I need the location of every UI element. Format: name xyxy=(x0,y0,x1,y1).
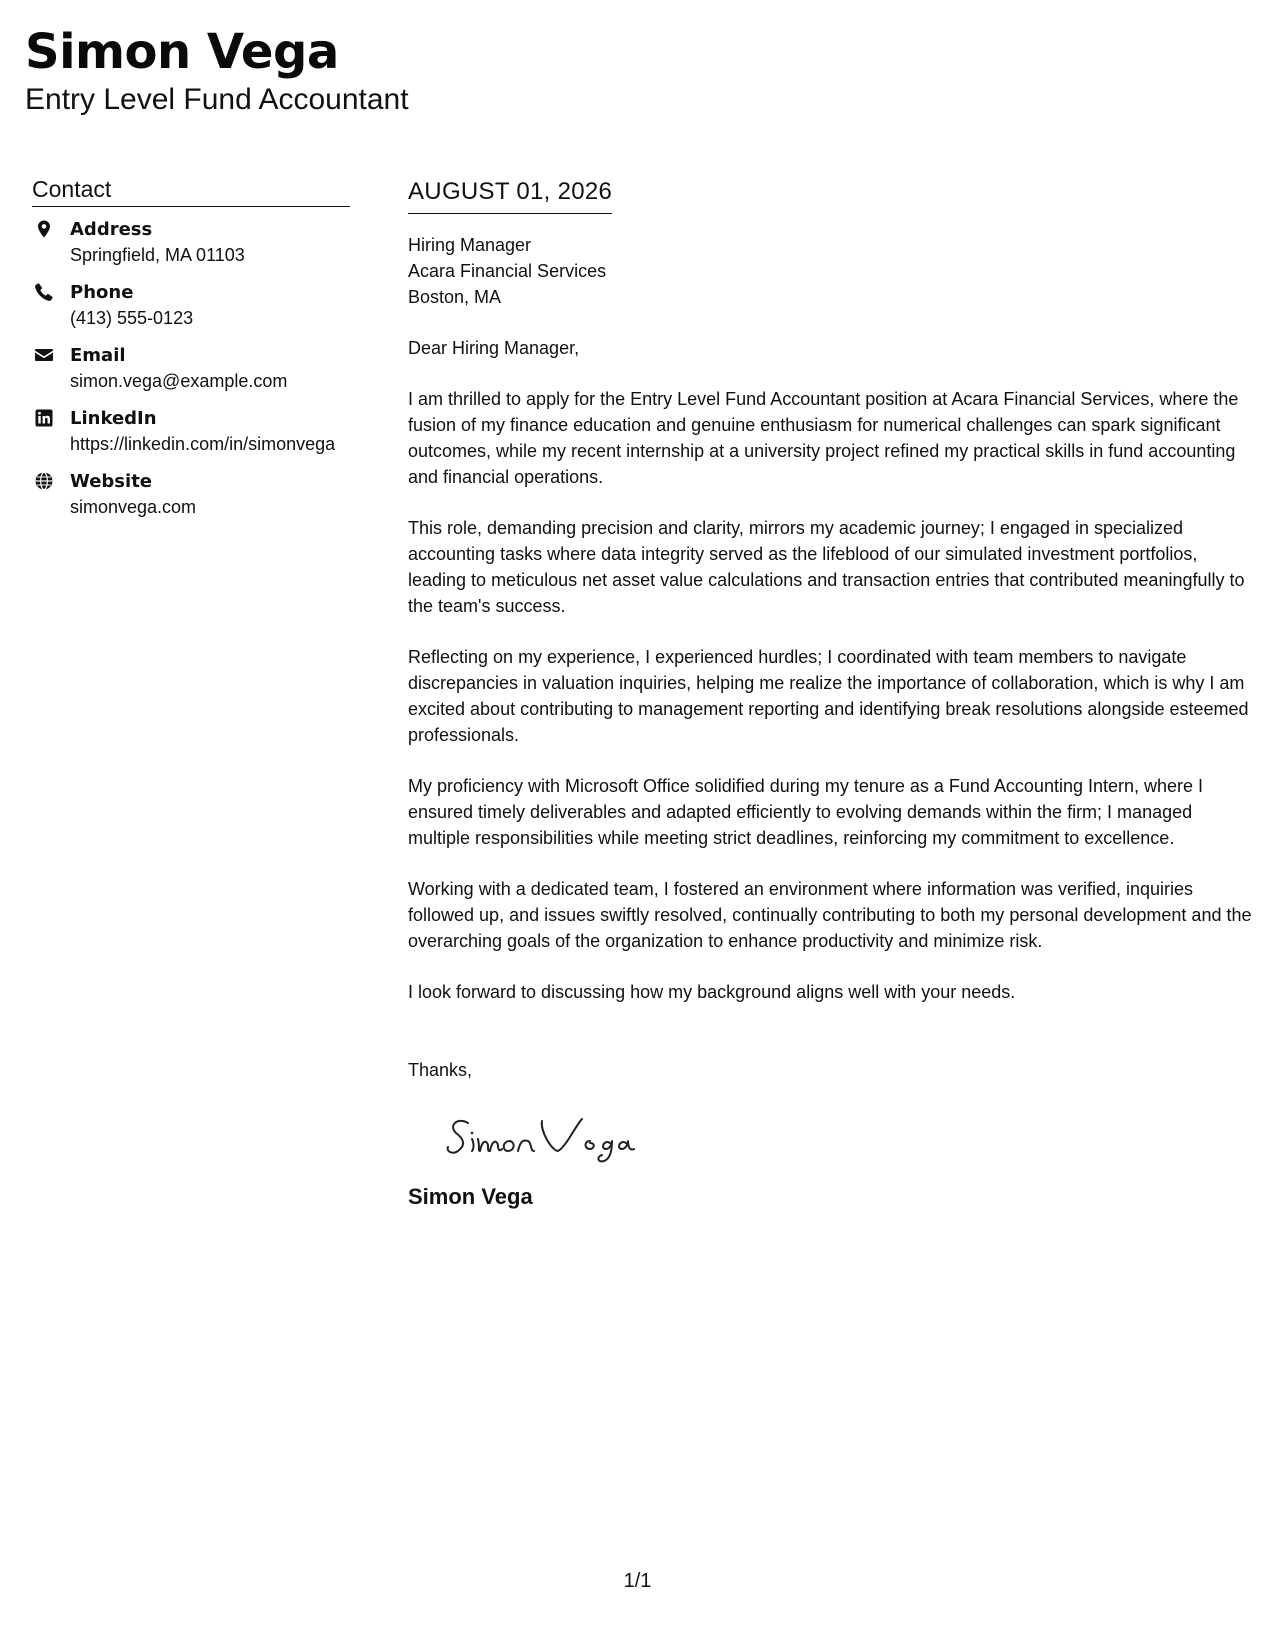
letter-paragraph: This role, demanding precision and clarity, mirrors my academic journey; I engaged in specialized accounting tasks where data integrity served as the lifeblood of our simulated investment portfolios, leading to meticulous net asset value calculations and transaction entries that contributed meaningfully to the team's success. xyxy=(408,518,1245,616)
letter-body xyxy=(408,176,1253,1211)
contact-item-linkedin xyxy=(32,406,350,457)
globe-icon xyxy=(34,471,54,491)
signer-name: Simon Vega xyxy=(408,1184,533,1209)
contact-label: Website xyxy=(70,471,153,492)
recipient-line: Acara Financial Services xyxy=(408,261,607,281)
contact-value: Springfield, MA 01103 xyxy=(70,245,245,265)
contact-label: Phone xyxy=(70,282,134,303)
contact-label: Email xyxy=(70,345,126,366)
contact-item-phone xyxy=(32,280,350,331)
letter-paragraph: Reflecting on my experience, I experienced hurdles; I coordinated with team members to navigate discrepancies in valuation inquiries, helping me realize the importance of collaboration, which is why I am excited about contributing to management reporting and identifying break resolutions alongside esteemed professionals. xyxy=(408,647,1249,745)
contact-value: simon.vega@example.com xyxy=(70,371,288,391)
phone-icon xyxy=(34,282,54,302)
contact-value: simonvega.com xyxy=(70,497,197,517)
contact-value: https://linkedin.com/in/simonvega xyxy=(70,434,336,454)
salutation: Dear Hiring Manager, xyxy=(408,338,580,358)
recipient-line: Hiring Manager xyxy=(408,235,532,255)
closing: Thanks, xyxy=(408,1060,473,1080)
map-pin-icon xyxy=(34,219,54,239)
job-title: Entry Level Fund Accountant xyxy=(25,83,409,116)
letter-date: AUGUST 01, 2026 xyxy=(408,176,612,214)
letter-paragraph: I look forward to discussing how my background aligns well with your needs. xyxy=(408,982,1016,1002)
page-number: 1/1 xyxy=(623,1570,652,1592)
handwritten-signature xyxy=(444,1105,644,1165)
recipient-block xyxy=(408,232,1253,310)
envelope-icon xyxy=(34,345,54,365)
linkedin-icon xyxy=(34,408,54,428)
applicant-name: Simon Vega xyxy=(25,24,339,80)
header xyxy=(25,22,409,118)
letter-paragraph: Working with a dedicated team, I fostered an environment where information was verified, inquiries followed up, and issues swiftly resolved, continually contributing to both my personal development and the overarching goals of the organization to enhance productivity and minimize risk. xyxy=(408,879,1252,951)
contact-value: (413) 555-0123 xyxy=(70,308,194,328)
contact-item-address xyxy=(32,217,350,268)
contact-item-email xyxy=(32,343,350,394)
contact-section-title: Contact xyxy=(32,174,350,207)
letter-paragraph: My proficiency with Microsoft Office solidified during my tenure as a Fund Accounting Intern, where I ensured timely deliverables and adapted efficiently to evolving demands within the firm; I managed multiple responsibilities while meeting strict deadlines, reinforcing my commitment to excellence. xyxy=(408,776,1204,848)
letter-paragraph: I am thrilled to apply for the Entry Level Fund Accountant position at Acara Financial Services, where the fusion of my finance education and genuine enthusiasm for numerical challenges can spark significant outcomes, while my recent internship at a university project refined my practical skills in fund accounting and financial operations. xyxy=(408,389,1239,487)
contact-label: Address xyxy=(70,219,153,240)
contact-label: LinkedIn xyxy=(70,408,157,429)
recipient-line: Boston, MA xyxy=(408,287,502,307)
contact-sidebar xyxy=(32,174,350,532)
contact-item-website xyxy=(32,469,350,520)
